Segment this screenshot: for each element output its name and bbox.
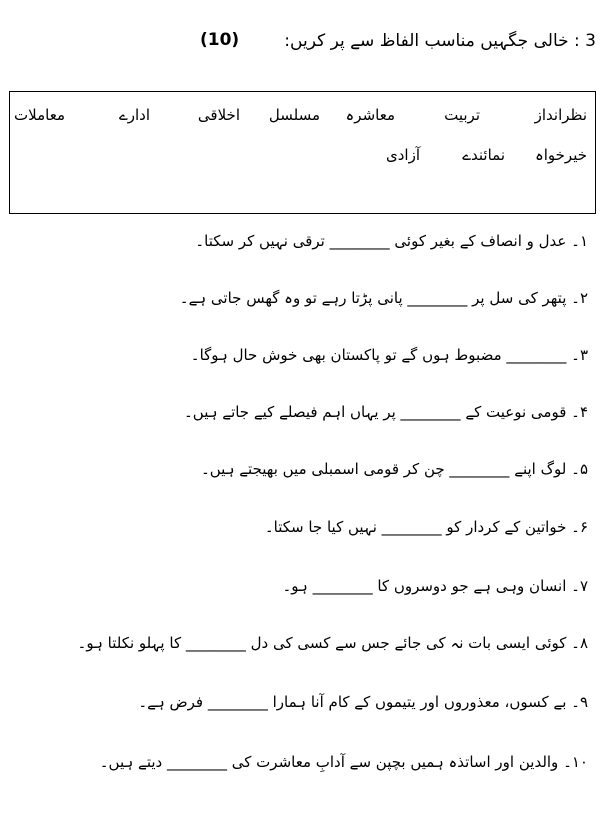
- sentence-6: ۶۔ خواتین کے کردار کو ________ نہیں کیا جا سکتا۔: [264, 518, 588, 536]
- sentence-1: ۱۔ عدل و انصاف کے بغیر کوئی ________ ترقی نہیں کر سکتا۔: [195, 232, 588, 250]
- sentence-9: ۹۔ بے کسوں، معذوروں اور یتیموں کے کام آنا ہمارا ________ فرض ہے۔: [138, 693, 588, 711]
- word-bank-item: تربیت: [444, 106, 480, 124]
- word-bank-box: [9, 91, 596, 214]
- sentence-4: ۴۔ قومی نوعیت کے ________ پر یہاں اہم فیصلے کیے جاتے ہیں۔: [183, 403, 588, 421]
- sentence-5: ۵۔ لوگ اپنے ________ چن کر قومی اسمبلی میں بھیجتے ہیں۔: [200, 460, 588, 478]
- sentence-10: ۱۰۔ والدین اور اساتذہ ہمیں بچپن سے آدابِ معاشرت کی ________ دیتے ہیں۔: [99, 753, 588, 771]
- marks-label: (10): [200, 30, 240, 50]
- word-bank-item: معاملات: [14, 106, 65, 124]
- sentence-3: ۳۔ ________ مضبوط ہوں گے تو پاکستان بھی خوش حال ہوگا۔: [190, 346, 588, 364]
- word-bank-item: معاشرہ: [345, 106, 395, 124]
- word-bank-item: خیرخواہ: [534, 146, 587, 164]
- word-bank-item: نمائندے: [462, 146, 505, 164]
- sentence-2: ۲۔ پتھر کی سل پر ________ پانی پڑتا رہے تو وہ گھس جاتی ہے۔: [179, 289, 588, 307]
- word-bank-item: نظرانداز: [534, 106, 587, 124]
- word-bank-item: مسلسل: [268, 106, 320, 124]
- word-bank-item: آزادی: [386, 146, 420, 164]
- question-heading: 3 : خالی جگہیں مناسب الفاظ سے پر کریں:: [284, 31, 596, 51]
- sentence-7: ۷۔ انسان وہی ہے جو دوسروں کا ________ ہو۔: [282, 577, 588, 595]
- word-bank-item: اخلاقی: [197, 106, 240, 124]
- word-bank-item: ادارے: [118, 106, 150, 124]
- sentence-8: ۸۔ کوئی ایسی بات نہ کی جائے جس سے کسی کی دل ________ کا پہلو نکلتا ہو۔: [77, 634, 588, 652]
